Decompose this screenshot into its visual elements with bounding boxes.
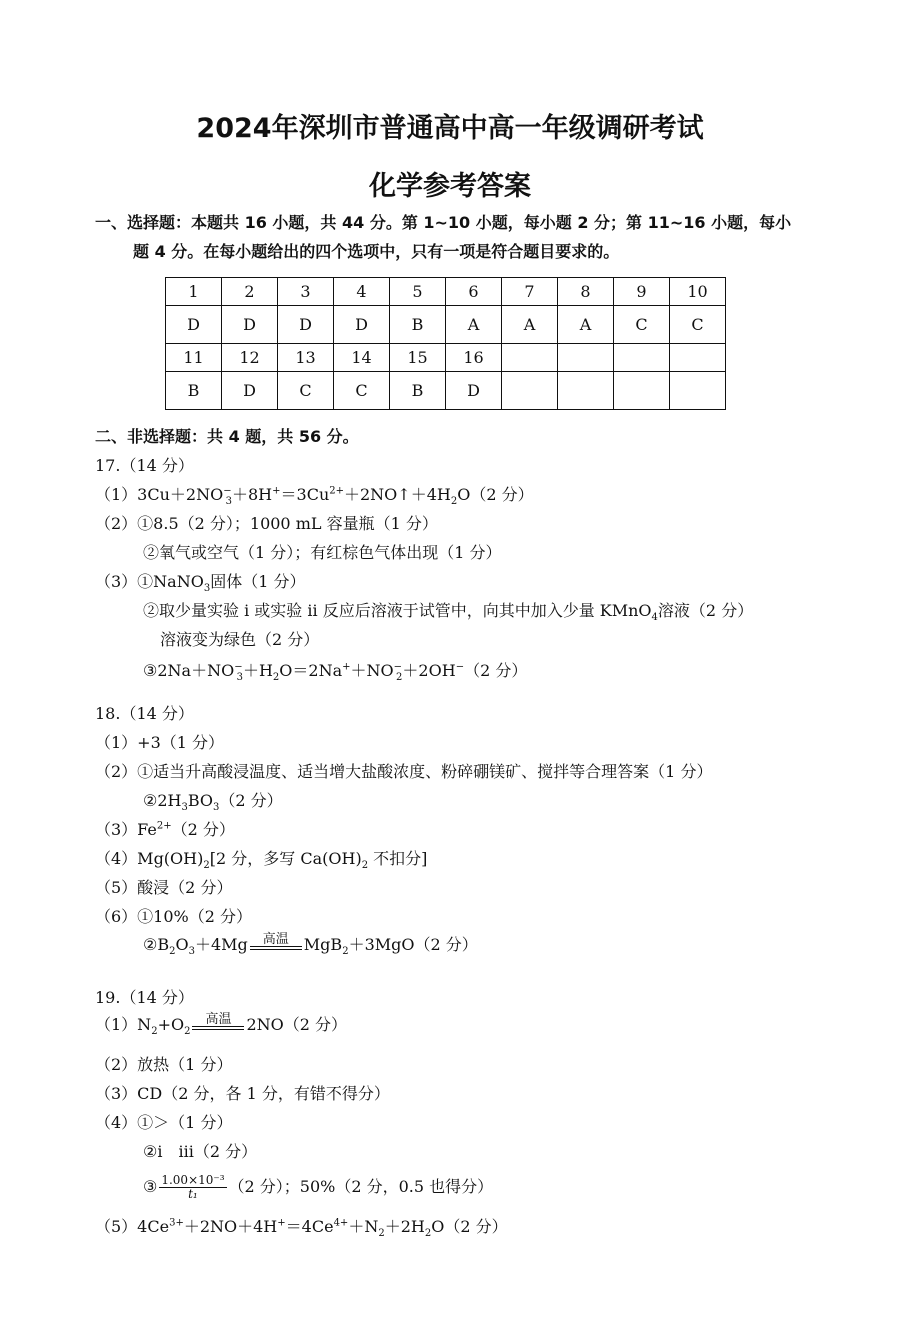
fraction-denominator: t₁	[188, 1187, 198, 1201]
sub: 2	[396, 672, 403, 684]
sub: 4	[651, 612, 658, 624]
text: （5）4Ce	[95, 1217, 170, 1236]
q18-part2a: （2）①适当升高酸浸温度、适当增大盐酸浓度、粉碎硼镁矿、搅拌等合理答案（1 分）	[95, 762, 713, 781]
table-cell: 15	[390, 344, 446, 372]
table-cell: 11	[166, 344, 222, 372]
table-cell: 4	[334, 278, 390, 306]
section2-heading: 二、非选择题：共 4 题，共 56 分。	[95, 427, 359, 446]
table-cell	[670, 344, 726, 372]
sup: +	[277, 1217, 286, 1229]
table-cell: B	[166, 372, 222, 410]
text: ＋2NO＋4H	[183, 1217, 278, 1236]
q18-heading: 18.（14 分）	[95, 704, 194, 723]
q18-part2b	[143, 791, 283, 814]
table-cell	[502, 372, 558, 410]
table-row-ans-1	[166, 306, 726, 344]
text: （4）Mg(OH)	[95, 849, 204, 868]
q18-part5: （5）酸浸（2 分）	[95, 878, 233, 897]
text: ＋8H	[231, 485, 273, 504]
q18-part6b	[143, 932, 478, 958]
q17-part3a	[95, 572, 306, 595]
fraction	[159, 1174, 226, 1201]
table-cell: A	[446, 306, 502, 344]
condition-text: 高温	[205, 1012, 232, 1027]
q18-part1: （1）+3（1 分）	[95, 733, 225, 752]
text: ＝4Ce	[285, 1217, 334, 1236]
text: ＋H	[242, 661, 273, 680]
table-cell: D	[334, 306, 390, 344]
text: MgB	[303, 935, 343, 954]
q19-part4b: ②i iii（2 分）	[143, 1142, 258, 1161]
table-cell: C	[614, 306, 670, 344]
text: （1）3Cu＋2NO	[95, 485, 224, 504]
table-cell: D	[222, 372, 278, 410]
text: ＋2NO↑＋4H	[344, 485, 451, 504]
table-row-nums-2	[166, 344, 726, 372]
sub: 2	[151, 1026, 158, 1038]
text: （2 分）	[464, 661, 528, 680]
table-cell: 2	[222, 278, 278, 306]
q19-part4c	[143, 1174, 493, 1201]
table-cell	[670, 372, 726, 410]
sub: 3	[236, 672, 243, 684]
table-cell: B	[390, 372, 446, 410]
text: （3）Fe	[95, 820, 157, 839]
table-cell	[614, 344, 670, 372]
table-cell: 6	[446, 278, 502, 306]
text: ＋2H	[384, 1217, 425, 1236]
table-cell	[502, 344, 558, 372]
table-cell	[614, 372, 670, 410]
table-cell: D	[166, 306, 222, 344]
q17-part3c: 溶液变为绿色（2 分）	[160, 630, 320, 649]
table-cell: A	[558, 306, 614, 344]
text: 固体（1 分）	[210, 572, 306, 591]
text: （2 分）	[219, 791, 283, 810]
text: 不扣分]	[368, 849, 428, 868]
q17-part2a: （2）①8.5（2 分）；1000 mL 容量瓶（1 分）	[95, 514, 438, 533]
q19-part5	[95, 1217, 508, 1240]
sup: 3+	[169, 1217, 184, 1229]
sup: −	[393, 661, 403, 673]
sub: 2	[342, 946, 349, 958]
q19-part3: （3）CD（2 分，各 1 分，有错不得分）	[95, 1084, 390, 1103]
text: 2NO（2 分）	[246, 1015, 348, 1034]
sub: 2	[378, 1228, 385, 1240]
text: ②B	[143, 935, 170, 954]
table-cell: C	[670, 306, 726, 344]
sub: 3	[181, 802, 188, 814]
answer-table	[165, 277, 726, 410]
q17-part3b	[143, 601, 754, 624]
fraction-numerator: 1.00×10⁻³	[161, 1173, 225, 1187]
text: ＝3Cu	[280, 485, 330, 504]
table-cell: D	[222, 306, 278, 344]
condition-text: 高温	[262, 932, 289, 947]
sub: 3	[203, 583, 211, 595]
text: O	[175, 935, 189, 954]
sub: 2	[203, 860, 210, 872]
text: ＋N	[348, 1217, 379, 1236]
reaction-condition	[250, 934, 302, 955]
text: （1）N	[95, 1015, 152, 1034]
text: ＋3MgO（2 分）	[348, 935, 478, 954]
text: ③	[143, 1177, 158, 1196]
sup: −	[455, 661, 465, 673]
sup: −	[234, 661, 243, 673]
q18-part4	[95, 849, 428, 872]
text: （2 分）	[171, 820, 235, 839]
table-cell: 12	[222, 344, 278, 372]
text: ②取少量实验 i 或实验 ii 反应后溶液于试管中，向其中加入少量 KMnO	[143, 601, 652, 620]
text: 溶液（2 分）	[657, 601, 754, 620]
text: ③2Na＋NO	[143, 661, 235, 680]
q17-part3d	[143, 661, 528, 684]
q19-part2: （2）放热（1 分）	[95, 1055, 233, 1074]
q19-part1	[95, 1012, 348, 1038]
text: （3）①NaNO	[95, 572, 204, 591]
sup: +	[342, 661, 351, 673]
table-cell: 9	[614, 278, 670, 306]
text: ＋2OH	[402, 661, 456, 680]
table-cell: C	[334, 372, 390, 410]
table-cell: B	[390, 306, 446, 344]
text: [2 分，多写 Ca(OH)	[209, 849, 362, 868]
table-row-nums-1	[166, 278, 726, 306]
text: +O	[157, 1015, 185, 1034]
sub: 2	[450, 496, 458, 508]
sub: 3	[213, 802, 220, 814]
table-cell: C	[278, 372, 334, 410]
section1-line2: 题 4 分。在每小题给出的四个选项中，只有一项是符合题目要求的。	[133, 242, 620, 261]
q18-part3	[95, 820, 235, 840]
page-title: 2024年深圳市普通高中高一年级调研考试	[196, 113, 704, 144]
table-cell: 14	[334, 344, 390, 372]
text: ＋4Mg	[194, 935, 248, 954]
sub: 2	[169, 946, 176, 958]
text: BO	[187, 791, 214, 810]
section1-line1: 一、选择题：本题共 16 小题，共 44 分。第 1~10 小题，每小题 2 分；第 11~16 小题，每小	[95, 213, 792, 232]
table-cell: 7	[502, 278, 558, 306]
table-cell: 13	[278, 344, 334, 372]
table-cell: 16	[446, 344, 502, 372]
table-cell	[558, 344, 614, 372]
sup: +	[272, 485, 281, 497]
table-cell: D	[278, 306, 334, 344]
table-cell: 3	[278, 278, 334, 306]
table-cell: 8	[558, 278, 614, 306]
sub: 2	[361, 860, 369, 872]
sup: 2+	[329, 485, 344, 497]
table-cell: D	[446, 372, 502, 410]
sub: 3	[188, 946, 195, 958]
text: O（2 分）	[431, 1217, 508, 1236]
sub: 2	[272, 672, 280, 684]
q17-part2b: ②氧气或空气（1 分）；有红棕色气体出现（1 分）	[143, 543, 502, 562]
text: O（2 分）	[457, 485, 534, 504]
table-cell	[558, 372, 614, 410]
table-cell: 10	[670, 278, 726, 306]
sub: 2	[424, 1228, 432, 1240]
table-cell: 5	[390, 278, 446, 306]
sub: 3	[225, 496, 232, 508]
text: ＋NO	[350, 661, 394, 680]
q19-heading: 19.（14 分）	[95, 988, 194, 1007]
sub: 2	[184, 1026, 191, 1038]
reaction-condition	[192, 1014, 244, 1035]
table-cell: A	[502, 306, 558, 344]
sup: 4+	[333, 1217, 349, 1229]
text: （2 分）；50%（2 分，0.5 也得分）	[228, 1177, 494, 1196]
q19-part4a: （4）①＞（1 分）	[95, 1113, 233, 1132]
q17-heading: 17.（14 分）	[95, 456, 194, 475]
text: O＝2Na	[279, 661, 343, 680]
page-subtitle: 化学参考答案	[369, 171, 531, 202]
table-row-ans-2	[166, 372, 726, 410]
q18-part6a: （6）①10%（2 分）	[95, 907, 253, 926]
sup: −	[223, 485, 232, 497]
sup: 2+	[156, 820, 172, 832]
table-cell: 1	[166, 278, 222, 306]
text: ②2H	[143, 791, 182, 810]
q17-part1	[95, 485, 534, 508]
